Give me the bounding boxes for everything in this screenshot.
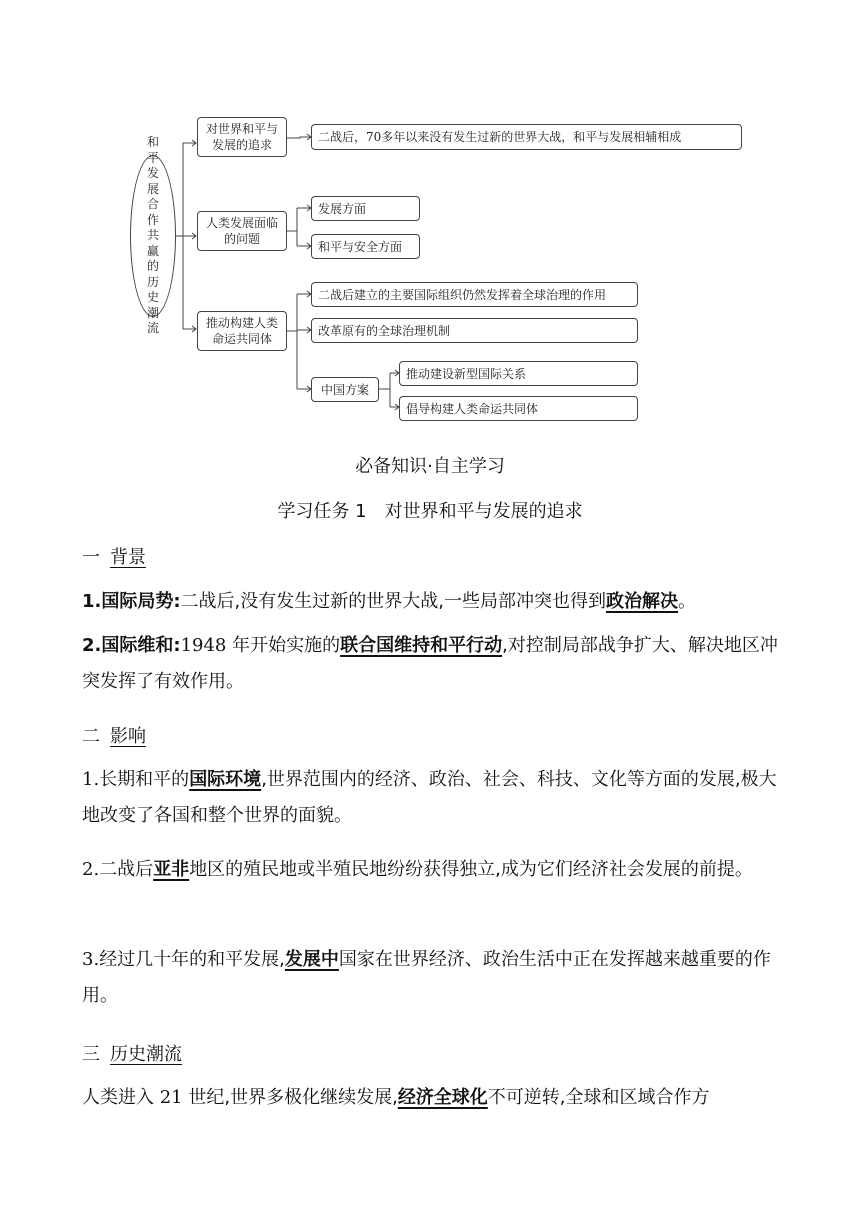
node-china-plan-label: 中国方案 — [320, 382, 369, 397]
keyword-developing: 发展中 — [284, 949, 339, 970]
impact-item-1-text: 长期和平的 — [99, 769, 190, 790]
task-title: 学习任务 1 对世界和平与发展的追求 — [277, 501, 583, 522]
branch-pursuit-of-peace-label: 对世界和平与发展的追求 — [205, 122, 278, 152]
trend-text-end: 不可逆转,全球和区域合作方 — [487, 1087, 710, 1108]
impact-item-3-text: 经过几十年的和平发展, — [99, 949, 285, 970]
heading-trend-text: 历史潮流 — [110, 1044, 182, 1065]
branch-human-problems — [197, 211, 287, 251]
keyword-globalization: 经济全球化 — [397, 1087, 488, 1108]
heading-background-number: 一 — [82, 547, 100, 568]
branch-community-future — [197, 311, 287, 351]
background-item-1-text: 二战后,没有发生过新的世界大战,一些局部冲突也得到 — [180, 591, 607, 612]
keyword-political-solution: 政治解决 — [606, 591, 679, 612]
section-title: 必备知识·自主学习 — [355, 456, 505, 477]
background-item-1 — [82, 584, 782, 620]
heading-impact-number: 二 — [82, 726, 100, 747]
background-item-2-end: ,对控制局部战争扩大、解决地区冲突发挥了有效作用。 — [82, 635, 778, 692]
trend-paragraph — [82, 1080, 782, 1116]
leaf-new-relations — [399, 361, 638, 386]
background-item-2-text: 年开始实施的 — [226, 635, 341, 656]
impact-item-2-end: 地区的殖民地或半殖民地纷纷获得独立,成为它们经济社会发展的前提。 — [189, 859, 753, 880]
mind-map-root-label: 和平发展合作共赢的历史潮流 — [146, 135, 159, 336]
branch-human-problems-label: 人类发展面临的问题 — [205, 216, 278, 246]
heading-impact — [82, 722, 146, 748]
branch-community-future-label: 推动构建人类命运共同体 — [205, 316, 278, 346]
leaf-reform-governance-label: 改革原有的全球治理机制 — [318, 323, 451, 338]
heading-background-text: 背景 — [110, 547, 146, 568]
impact-item-1 — [82, 762, 782, 834]
trend-text-mid: 世纪,世界多极化继续发展, — [182, 1087, 398, 1108]
impact-item-2 — [82, 852, 782, 888]
background-item-2-lead: 2.国际维和: — [82, 635, 181, 656]
heading-impact-text: 影响 — [110, 726, 146, 747]
branch-pursuit-of-peace — [197, 117, 287, 157]
leaf-intl-orgs — [311, 282, 638, 307]
trend-text-start: 人类进入 — [82, 1087, 160, 1108]
background-item-1-lead: 1.国际局势: — [82, 591, 181, 612]
mind-map — [0, 0, 860, 440]
leaf-build-community — [399, 396, 638, 421]
leaf-build-community-label: 倡导构建人类命运共同体 — [406, 401, 539, 416]
heading-trend — [82, 1040, 182, 1066]
impact-item-1-number: 1. — [82, 769, 100, 790]
leaf-intl-orgs-label: 二战后建立的主要国际组织仍然发挥着全球治理的作用 — [318, 287, 607, 302]
leaf-no-world-war-label: 二战后，70多年以来没有发生过新的世界大战，和平与发展相辅相成 — [318, 130, 682, 144]
leaf-no-world-war — [311, 124, 742, 150]
heading-background — [82, 543, 146, 569]
impact-item-3-end: 国家在世界经济、政治生活中正在发挥越来越重要的作用。 — [82, 949, 771, 1006]
mind-map-root — [130, 135, 176, 336]
heading-trend-number: 三 — [82, 1044, 100, 1065]
impact-item-1-end: ,世界范围内的经济、政治、社会、科技、文化等方面的发展,极大地改变了各国和整个世界的面貌。 — [82, 769, 777, 826]
impact-item-2-text: 二战后 — [99, 859, 154, 880]
background-item-2-year: 1948 — [180, 635, 227, 656]
trend-century: 21 — [159, 1087, 183, 1108]
keyword-asia-africa: 亚非 — [153, 859, 190, 880]
keyword-intl-environment: 国际环境 — [189, 769, 262, 790]
leaf-development-label: 发展方面 — [318, 201, 367, 216]
background-item-1-end: 。 — [678, 591, 697, 612]
leaf-peace-security — [311, 234, 420, 259]
leaf-reform-governance — [311, 318, 638, 343]
background-item-2 — [82, 628, 782, 700]
keyword-un-peacekeeping: 联合国维持和平行动 — [340, 635, 503, 656]
impact-item-3 — [82, 942, 782, 1014]
leaf-peace-security-label: 和平与安全方面 — [318, 239, 403, 254]
impact-item-3-number: 3. — [82, 949, 100, 970]
leaf-new-relations-label: 推动建设新型国际关系 — [406, 366, 527, 381]
node-china-plan — [311, 377, 379, 402]
impact-item-2-number: 2. — [82, 859, 100, 880]
leaf-development — [311, 196, 420, 221]
